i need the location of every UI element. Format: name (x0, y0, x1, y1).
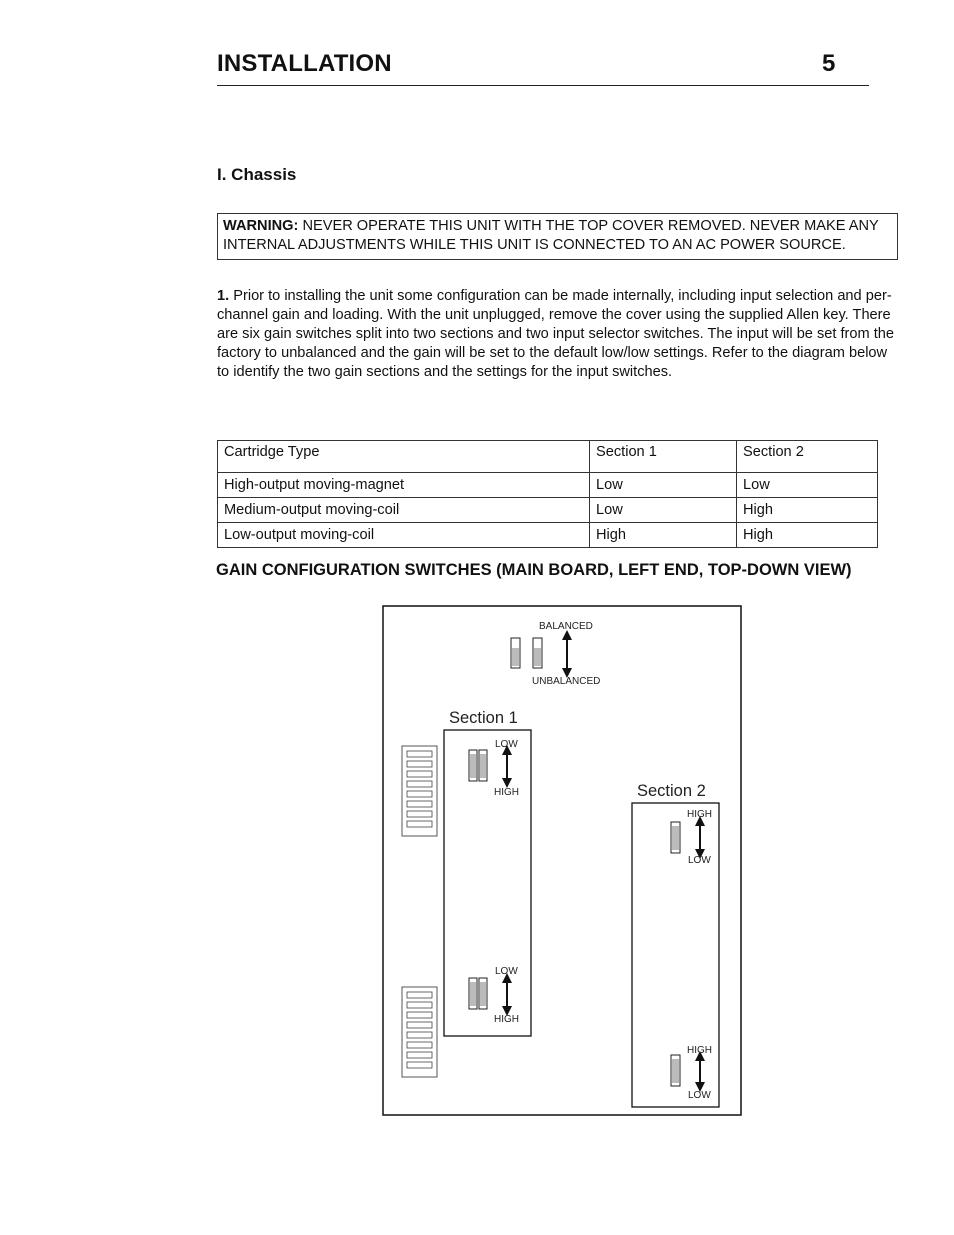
section1-lower-switches (469, 978, 487, 1009)
warning-box (217, 213, 898, 260)
s2-lower-bottom-label: LOW (688, 1090, 711, 1101)
table-cell: Low (590, 498, 737, 523)
table-cell: High (737, 523, 878, 548)
table-cell: High (737, 498, 878, 523)
table-cell: High (590, 523, 737, 548)
paragraph-text: Prior to installing the unit some configuration can be made internally, including input selection and per-channel gain and loading. With the unit unplugged, remove the cover using the supplied Allen key. There are six gain switches split into two sections and two input selector switches. The input will be set from the factory to unbalanced and the gain will be set to the default low/low settings. Refer to the diagram below to identify the two gain sections and the settings for the input switches. (217, 288, 895, 380)
warning-text: NEVER OPERATE THIS UNIT WITH THE TOP COVER REMOVED. NEVER MAKE ANY INTERNAL ADJUSTMENTS WHILE THIS UNIT IS CONNECTED TO AN AC POWER SOURCE. (223, 218, 879, 253)
cartridge-gain-table (217, 440, 878, 548)
paragraph-number: 1. (217, 288, 230, 304)
s1-lower-top-label: LOW (495, 966, 518, 977)
section1-upper-switches (469, 750, 487, 781)
warning-label: WARNING: (223, 218, 299, 234)
table-header-cell: Section 1 (590, 441, 737, 473)
table-cell: Medium-output moving-coil (218, 498, 590, 523)
table-row (218, 473, 878, 498)
s1-upper-bottom-label: HIGH (494, 787, 519, 798)
header-divider (217, 85, 869, 86)
table-header-row (218, 441, 878, 473)
instruction-paragraph (217, 287, 897, 382)
s1-lower-bottom-label: HIGH (494, 1014, 519, 1025)
page-title: INSTALLATION (217, 50, 392, 77)
table-cell: Low-output moving-coil (218, 523, 590, 548)
table-row (218, 498, 878, 523)
s1-upper-top-label: LOW (495, 739, 518, 750)
section1-label: Section 1 (449, 709, 518, 727)
section2-lower-switch (671, 1055, 680, 1086)
table-header-cell: Section 2 (737, 441, 878, 473)
label-balanced: BALANCED (539, 621, 593, 632)
s2-upper-bottom-label: LOW (688, 855, 711, 866)
table-cell: Low (590, 473, 737, 498)
page-number: 5 (822, 50, 836, 77)
edge-connector-bottom (402, 987, 437, 1077)
input-selector-switches (511, 638, 542, 668)
section-heading: I. Chassis (217, 165, 297, 184)
s2-lower-top-label: HIGH (687, 1045, 712, 1056)
label-unbalanced: UNBALANCED (532, 676, 601, 687)
s2-upper-top-label: HIGH (687, 809, 712, 820)
table-cell: Low (737, 473, 878, 498)
table-cell: High-output moving-magnet (218, 473, 590, 498)
gain-switch-diagram (382, 605, 744, 1119)
edge-connector-top (402, 746, 437, 836)
section2-upper-switch (671, 822, 680, 853)
table-header-cell: Cartridge Type (218, 441, 590, 473)
section2-label: Section 2 (637, 782, 706, 800)
diagram-title: GAIN CONFIGURATION SWITCHES (MAIN BOARD, LEFT END, TOP-DOWN VIEW) (216, 561, 852, 579)
table-row (218, 523, 878, 548)
